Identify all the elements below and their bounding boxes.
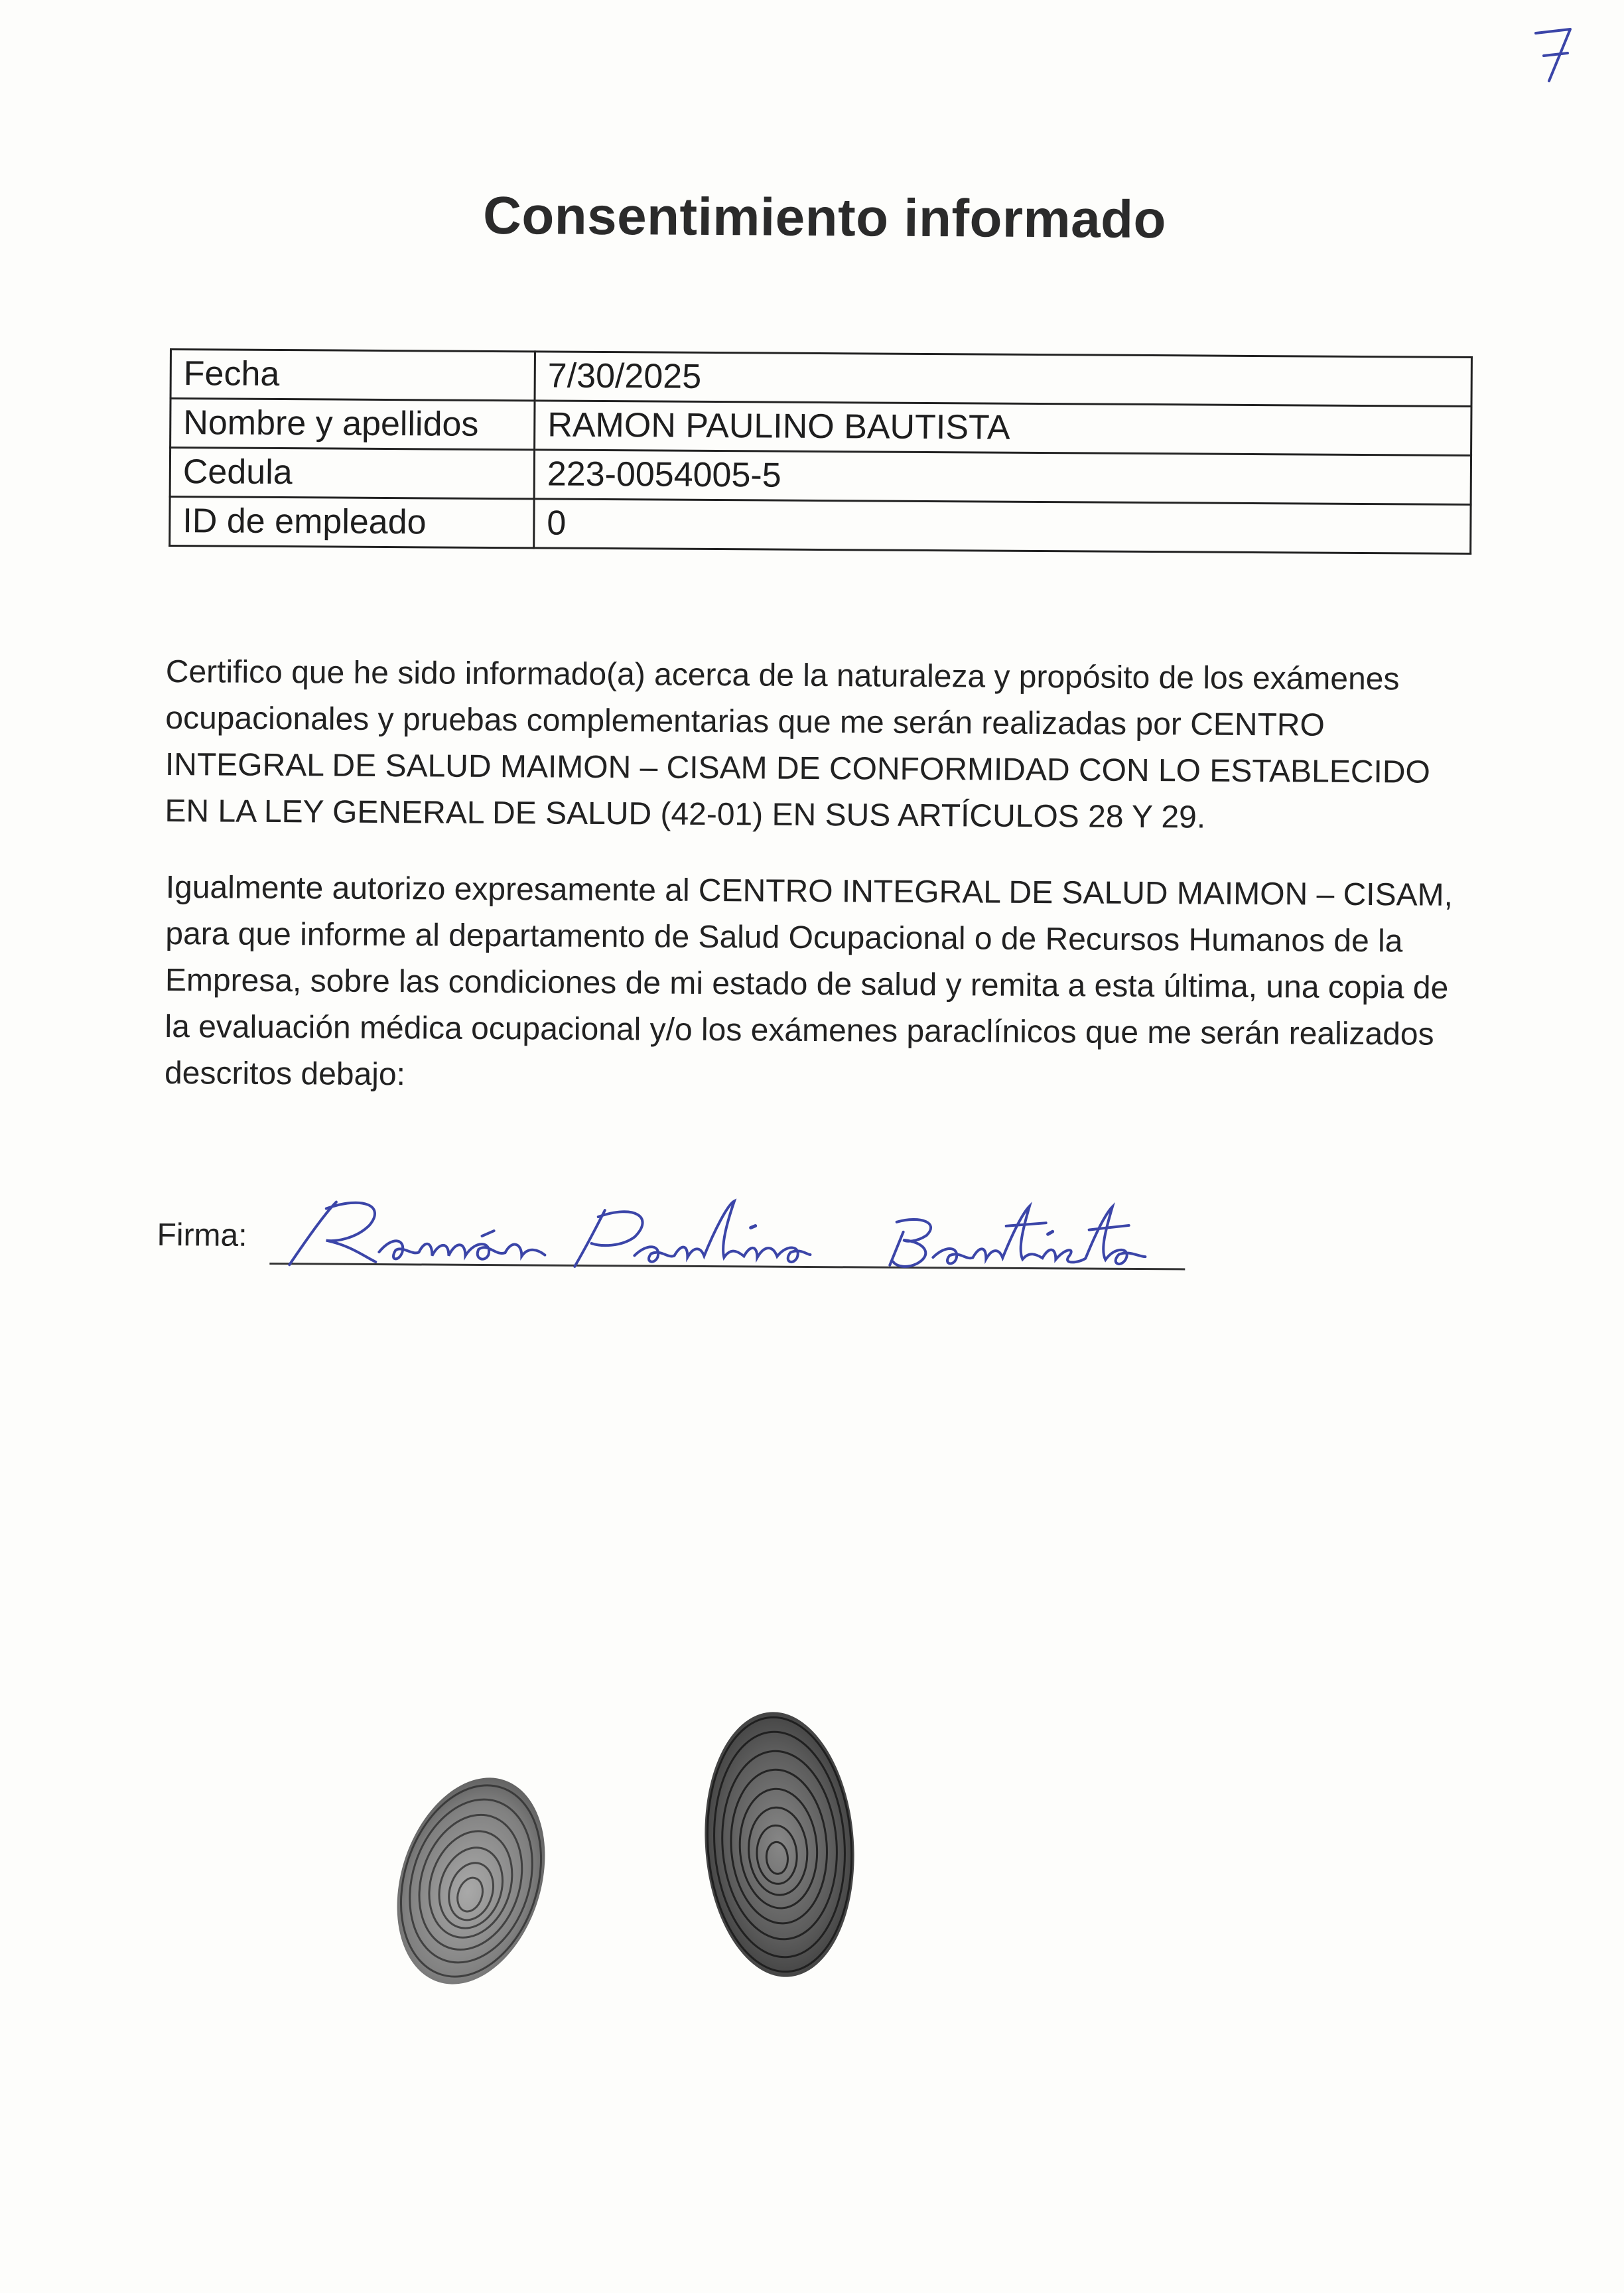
fingerprint-right xyxy=(697,1705,862,1997)
label-cedula: Cedula xyxy=(170,448,534,499)
document-title: Consentimiento informado xyxy=(482,185,1167,249)
label-id-empleado: ID de empleado xyxy=(170,497,534,548)
page-number-seven-drawing xyxy=(1529,20,1582,86)
certification-paragraph: Certifico que he sido informado(a) acerca de la naturaleza y propósito de los exámenes ocupacionales y pruebas complementarias que me serán realizadas por CENTRO INTEGRAL DE SALUD MAIMON – CISAM DE CONFORMIDAD CON LO ESTABLECIDO EN LA LEY GENERAL DE SALUD (42-01) EN SUS ARTÍCULOS 28 Y 29. xyxy=(165,654,1431,835)
value-fecha: 7/30/2025 xyxy=(535,352,1471,407)
handwritten-page-number xyxy=(1529,20,1582,86)
label-nombre: Nombre y apellidos xyxy=(170,399,535,450)
value-nombre: RAMON PAULINO BAUTISTA xyxy=(535,401,1471,456)
table-row-nombre xyxy=(170,399,1471,456)
signature-label: Firma: xyxy=(157,1217,247,1253)
label-fecha: Fecha xyxy=(170,350,535,401)
authorization-paragraph: Igualmente autorizo expresamente al CENTRO INTEGRAL DE SALUD MAIMON – CISAM, para que informe al departamento de Salud Ocupacional o de Recursos Humanos de la Empresa, sobre las condiciones de mi estado de salud y remita a esta última, una copia de la evaluación médica ocupacional y/o los exámenes paraclínicos que me serán realizados descritos debajo: xyxy=(164,869,1454,1093)
signature-section xyxy=(157,1188,1192,1294)
table-row-fecha xyxy=(170,350,1471,407)
patient-info-table xyxy=(169,348,1473,555)
value-id-empleado: 0 xyxy=(534,499,1471,554)
table-row-id-empleado xyxy=(170,497,1471,554)
handwritten-signature xyxy=(263,1188,1225,1281)
fingerprint-left xyxy=(388,1768,557,2007)
value-cedula: 223-0054005-5 xyxy=(534,450,1471,505)
table-row-cedula xyxy=(170,448,1471,505)
